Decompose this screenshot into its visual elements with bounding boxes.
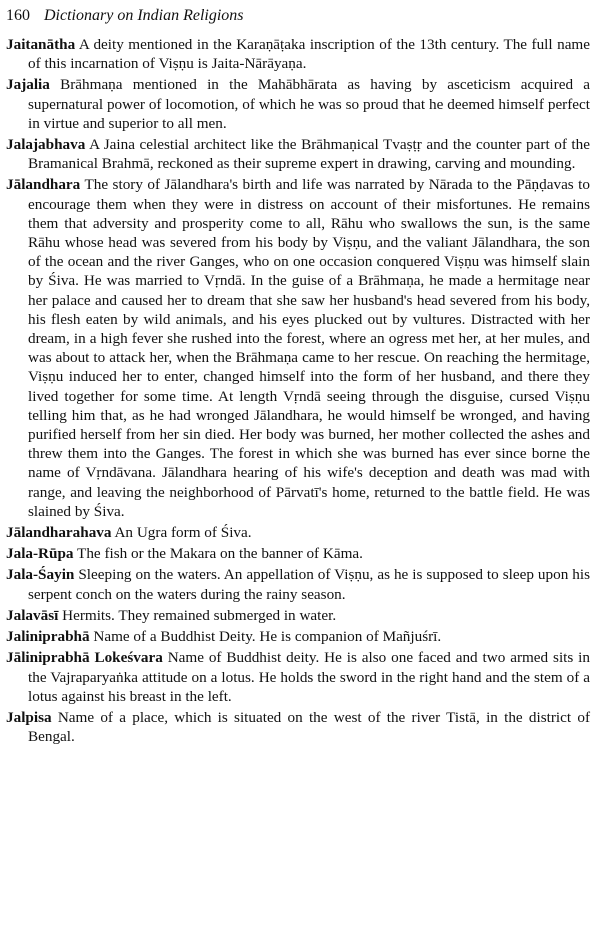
entry-definition: Hermits. They remained submerged in water. — [62, 606, 337, 624]
dictionary-entry — [6, 544, 590, 563]
entry-definition: A deity mentioned in the Karaṇāṭaka inscription of the 13th century. The full name of this incarnation of Viṣṇu is Jaita-Nārāyaṇa. — [28, 36, 590, 73]
entry-headword: Jalajabhava — [6, 136, 86, 154]
entry-headword: Jāliniprabhā Lokeśvara — [6, 649, 163, 667]
entry-headword: Jala-Śayin — [6, 566, 75, 584]
entry-definition: Name of Buddhist deity. He is also one faced and two armed sits in the Vajraparyaṅka attitude on a lotus. He holds the sword in the right hand and the stem of a lotus against his breast in the left. — [28, 649, 590, 705]
running-title: Dictionary on Indian Religions — [44, 7, 244, 24]
entry-definition: Sleeping on the waters. An appellation of Viṣṇu, as he is supposed to sleep upon his serpent conch on the waters during the rainy season. — [28, 566, 591, 603]
entry-definition: A Jaina celestial architect like the Brāhmaṇical Tvaṣṭṛ and the counter part of the Bramanical Brahmā, reckoned as their supreme expert in drawing, carving and mounding. — [28, 136, 590, 173]
dictionary-entry — [6, 135, 590, 173]
entry-headword: Jālandhara — [6, 176, 81, 194]
dictionary-entries — [6, 35, 590, 748]
entry-definition: Brāhmaṇa mentioned in the Mahābhārata as having by asceticism acquired a supernatural power of locomotion, of which he was so proud that he deemed himself perfect in virtue and superior to all men. — [28, 76, 591, 132]
dictionary-entry — [6, 565, 590, 603]
entry-definition: Name of a place, which is situated on the west of the river Tistā, in the district of Bengal. — [28, 708, 591, 746]
entry-headword: Jaliniprabhā — [6, 628, 90, 646]
entry-headword: Jalavāsī — [6, 606, 59, 624]
entry-headword: Jajalia — [6, 76, 50, 94]
entry-headword: Jala-Rūpa — [6, 545, 74, 563]
entry-headword: Jālandharahava — [6, 524, 112, 542]
dictionary-entry — [6, 708, 590, 746]
dictionary-entry — [6, 523, 590, 542]
entry-definition: The story of Jālandhara's birth and life was narrated by Nārada to the Pāṇḍavas to encourage them when they were in distress on account of their misfortunes. He remains them that adversity and prosperity come to all, Rāhu who swallows the sun, is the same Rāhu whose head was severed from his body by Viṣṇu, and the valiant Jālandhara, the son of the ocean and the river Ganges, who on one occasion conquered Viṣṇu was himself slain by Śiva. He was married to Vṛndā. In the guise of a Brāhmaṇa, he made a hermitage near her palace and caused her to dream that she saw her husband's head severed from his body, his flesh eaten by wild animals, and his eyes plucked out by vultures. Distracted with her dream, in a high fever she rushed into the forest, where an ogress met her, at her mules, and was about to attack her, when the Brāhmaṇa came to her rescue. On reaching the hermitage, Viṣṇu induced her to enter, changed himself into the form of her husband, and there they lived together for some time. At length Vṛndā seeing through the disguise, cursed Viṣṇu telling him that, as he had wronged Jālandhara, he would himself be wronged, and having purified herself from her sin died. Her body was burned, her mother collected the ashes and threw them into the Ganges. The forest in which she was burned has ever since borne the name of Vṛndāvana. Jālandhara hearing of his wife's deception and death was mad with range, and leaving the neighborhood of Pārvatī's home, returned to the battle field. He was slained by Śiva. — [28, 176, 590, 520]
page-header — [6, 3, 244, 29]
dictionary-entry — [6, 627, 590, 646]
dictionary-entry — [6, 648, 590, 706]
dictionary-entry — [6, 75, 590, 133]
entry-headword: Jaitanātha — [6, 36, 76, 53]
dictionary-entry — [6, 35, 590, 73]
entry-definition: Name of a Buddhist Deity. He is companion of Mañjuśrī. — [93, 628, 442, 646]
entry-headword: Jalpisa — [6, 708, 52, 726]
dictionary-entry — [6, 606, 590, 625]
page-number: 160 — [6, 7, 30, 24]
dictionary-entry — [6, 175, 590, 521]
entry-definition: An Ugra form of Śiva. — [114, 524, 252, 542]
entry-definition: The fish or the Makara on the banner of Kāma. — [77, 545, 363, 563]
